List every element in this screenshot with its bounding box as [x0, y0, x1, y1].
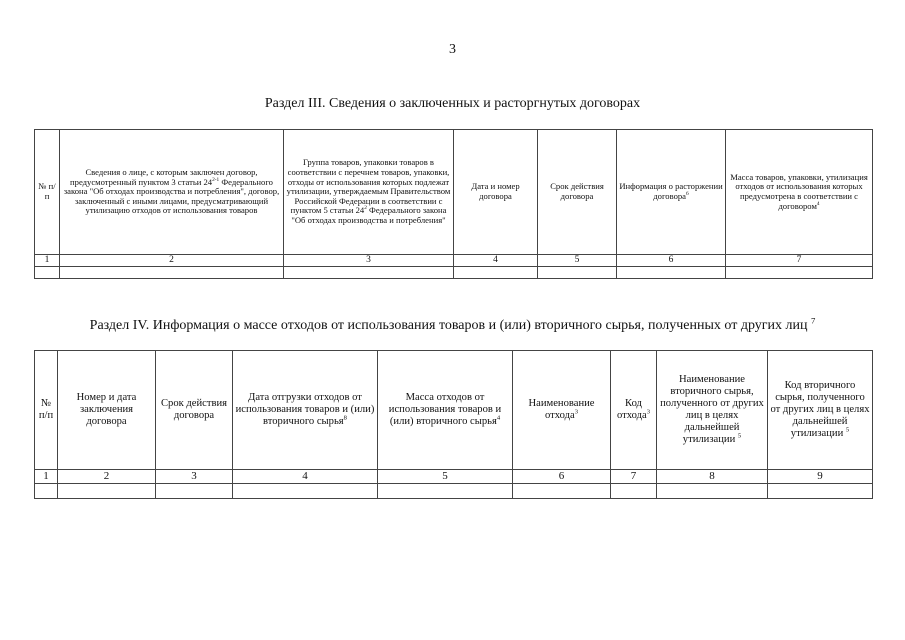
s3-empty-cell[interactable]: [60, 267, 284, 279]
s3-header-goods-group: Группа товаров, упаковки товаров в соответствии с перечнем товаров, упаковки, отходы от использования которых подлежат утилизации, утверждаемым Правительством Российской Федерации в соответствии с пунктом 5 статьи $24^2$ Федерального закона "Об отходах производства и потребления": [284, 130, 454, 255]
s4-colnum: 3: [156, 470, 233, 484]
s3-header-contract-term: Срок действия договора: [538, 130, 617, 255]
section4-table: [34, 350, 873, 499]
s4-header-waste-mass: Масса отходов от использования товаров и (или) вторичного сырья$^4$: [378, 351, 513, 470]
s3-colnum: 2: [60, 255, 284, 267]
s4-header-raw-name: Наименование вторичного сырья, полученного от других лиц в целях дальнейшей утилизации $^5$: [657, 351, 768, 470]
section4-column-numbers: [35, 470, 873, 484]
section3-header-row: [35, 130, 873, 255]
s3-colnum: 3: [284, 255, 454, 267]
section4-empty-row: [35, 484, 873, 499]
s4-colnum: 5: [378, 470, 513, 484]
s4-header-waste-name: Наименование отхода$^3$: [513, 351, 611, 470]
s4-empty-cell[interactable]: [35, 484, 58, 499]
s4-colnum: 2: [58, 470, 156, 484]
s4-empty-cell[interactable]: [513, 484, 611, 499]
s4-header-term: Срок действия договора: [156, 351, 233, 470]
s4-header-waste-code: Код отхода$^3$: [611, 351, 657, 470]
s4-header-number: № п/п: [35, 351, 58, 470]
s3-header-termination: Информация о расторжении договора$^6$: [617, 130, 726, 255]
s3-colnum: 1: [35, 255, 60, 267]
s4-empty-cell[interactable]: [378, 484, 513, 499]
s3-colnum: 7: [726, 255, 873, 267]
s3-header-number: № п/п: [35, 130, 60, 255]
s4-header-shipment-date: Дата отгрузки отходов от использования товаров и (или) вторичного сырья$^8$: [233, 351, 378, 470]
s4-empty-cell[interactable]: [156, 484, 233, 499]
s3-empty-cell[interactable]: [617, 267, 726, 279]
s4-empty-cell[interactable]: [233, 484, 378, 499]
s3-empty-cell[interactable]: [284, 267, 454, 279]
s3-header-counterparty: Сведения о лице, с которым заключен договор, предусмотренный пунктом 3 статьи 24$^{2-1}$ Федерального закона "Об отходах производства и потребления", договор, заключенный с иными лицами, предусматривающий утилизацию отходов от использования товаров: [60, 130, 284, 255]
s3-colnum: 4: [454, 255, 538, 267]
s3-empty-cell[interactable]: [726, 267, 873, 279]
section3-table: [34, 129, 873, 279]
s3-colnum: 5: [538, 255, 617, 267]
s4-colnum: 1: [35, 470, 58, 484]
s4-colnum: 8: [657, 470, 768, 484]
section3-empty-row: [35, 267, 873, 279]
s4-empty-cell[interactable]: [58, 484, 156, 499]
s4-empty-cell[interactable]: [768, 484, 873, 499]
s4-header-raw-code: Код вторичного сырья, полученного от других лиц в целях дальнейшей утилизации $^5$: [768, 351, 873, 470]
s4-colnum: 6: [513, 470, 611, 484]
page-number: 3: [449, 42, 456, 57]
s4-colnum: 7: [611, 470, 657, 484]
s3-header-contract-date: Дата и номер договора: [454, 130, 538, 255]
s3-colnum: 6: [617, 255, 726, 267]
s4-header-contract: Номер и дата заключения договора: [58, 351, 156, 470]
section3-column-numbers: [35, 255, 873, 267]
section3-title: Раздел III. Сведения о заключенных и расторгнутых договорах: [264, 96, 641, 111]
s3-header-mass: Масса товаров, упаковки, утилизация отходов от использования которых предусмотрена в соответствии с договором$^4$: [726, 130, 873, 255]
s4-empty-cell[interactable]: [611, 484, 657, 499]
s3-empty-cell[interactable]: [454, 267, 538, 279]
s3-empty-cell[interactable]: [35, 267, 60, 279]
s4-colnum: 4: [233, 470, 378, 484]
s4-colnum: 9: [768, 470, 873, 484]
section4-title: Раздел IV. Информация о массе отходов от использования товаров и (или) вторичного сырья, полученных от других лиц $^7$: [89, 315, 816, 333]
section4-header-row: [35, 351, 873, 470]
s4-empty-cell[interactable]: [657, 484, 768, 499]
s3-empty-cell[interactable]: [538, 267, 617, 279]
